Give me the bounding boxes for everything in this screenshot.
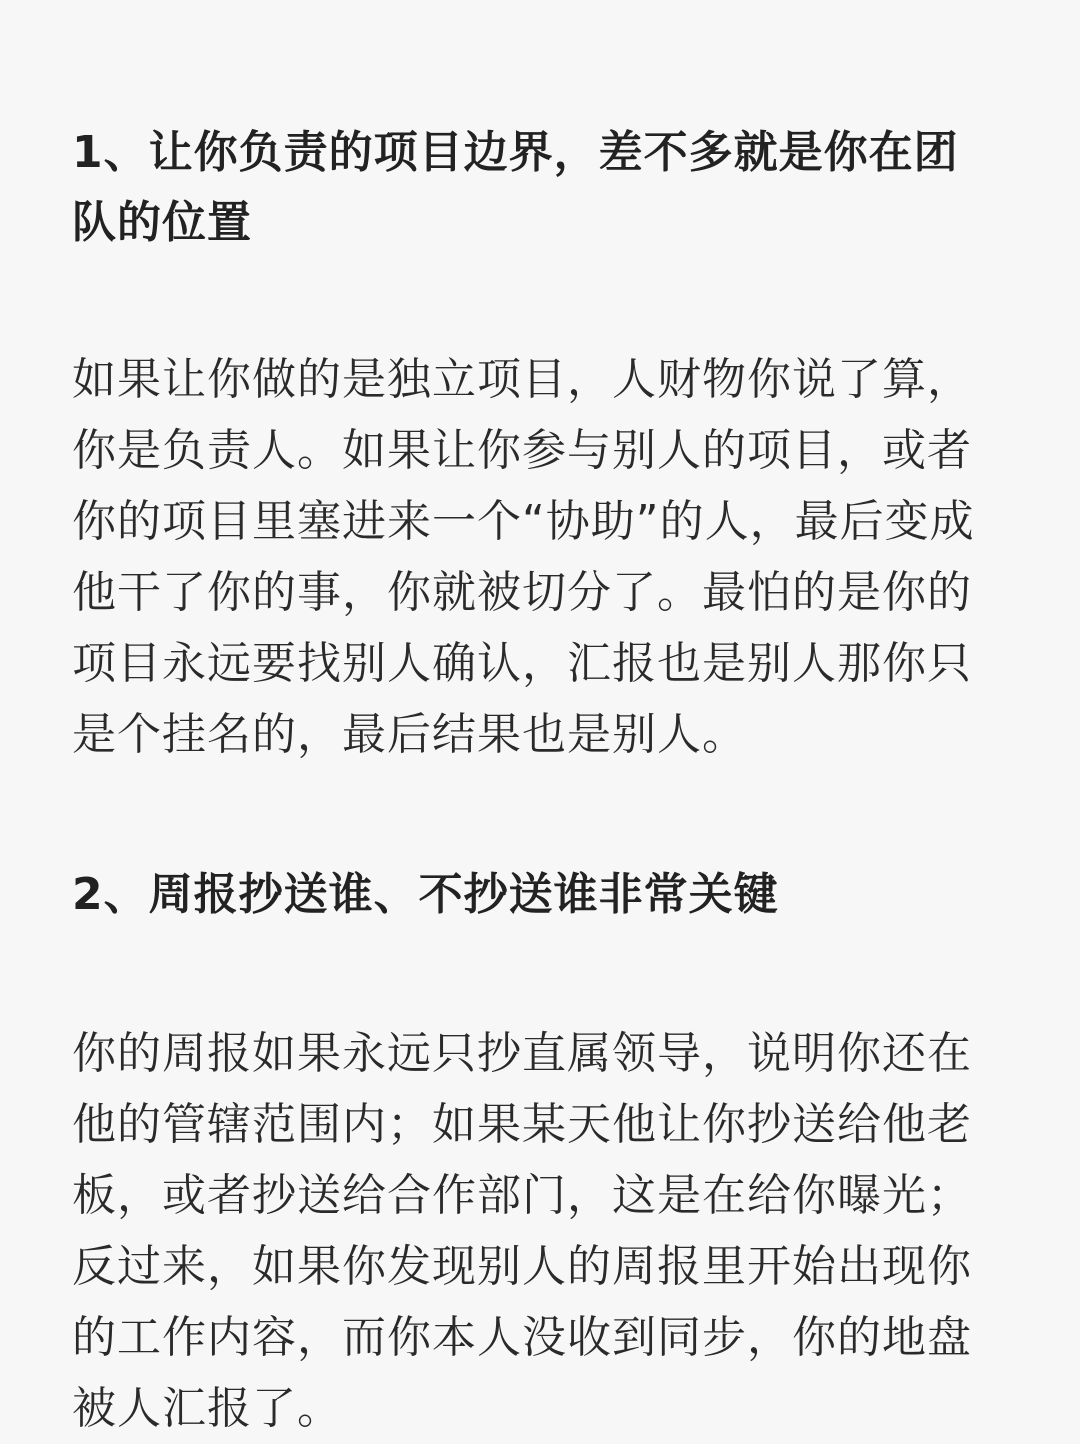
section-1: [72, 118, 1000, 770]
section-1-paragraph: 如果让你做的是独立项目，人财物你说了算，你是负责人。如果让你参与别人的项目，或者你的项目里塞进来一个“协助”的人，最后变成他干了你的事，你就被切分了。最怕的是你的项目永远要找别人确认，汇报也是别人那你只是个挂名的，最后结果也是别人。: [72, 354, 975, 760]
section-2-heading: 2、周报抄送谁、不抄送谁非常关键: [72, 869, 779, 920]
section-2-paragraph: 你的周报如果永远只抄直属领导，说明你还在他的管辖范围内；如果某天他让你抄送给他老板，或者抄送给合作部门，这是在给你曝光；反过来，如果你发现别人的周报里开始出现你的工作内容，而你本人没收到同步，你的地盘被人汇报了。: [72, 1028, 972, 1434]
section-1-heading: 1、让你负责的项目边界，差不多就是你在团队的位置: [72, 127, 959, 248]
section-2: [72, 860, 1000, 1444]
